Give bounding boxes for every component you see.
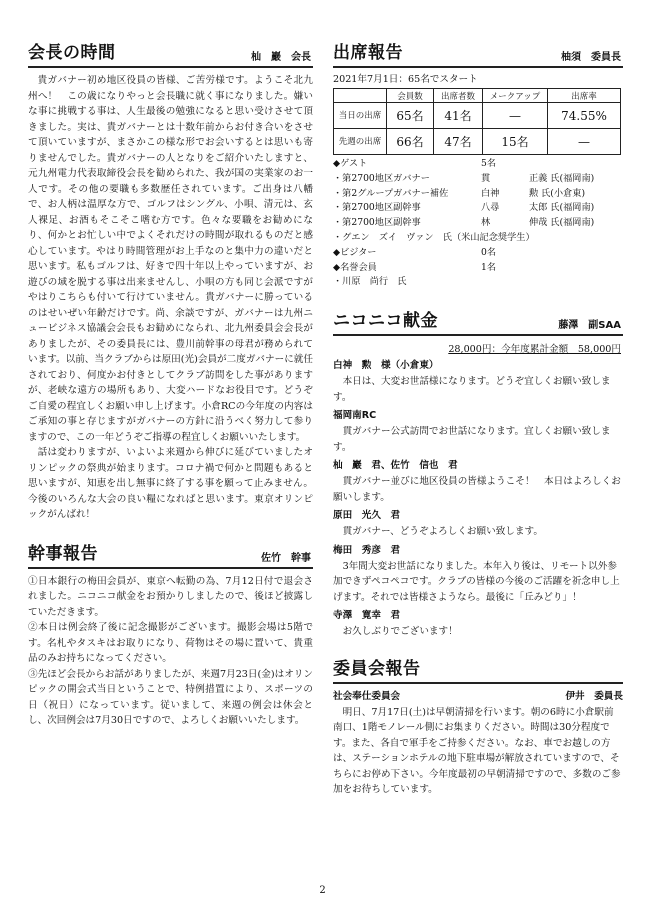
attendance-makeup: — [483,103,548,129]
attendance-rule [333,66,623,68]
attendance-line-c: 伸哉 氏(福岡南) [529,217,595,229]
nikoniko-total [333,341,621,355]
committee-text: 明日、7月17日(土)は早朝清掃を行います。朝の6時に小倉駅前南口、1階モノレール側にお集まりください。時間は30分程度です。また、各自で軍手をご持参ください。なお、車でお越しの方は、ステーションホテルの地下駐車場が解放されていますので、そちらにお停め下さい。今年度最初の早朝清掃ですので、多数のご参加をお待ちしています。 [333,706,621,796]
attendance-header-cell: 会員数 [387,89,434,103]
attendance-line-a: ・第2グループガバナー補佐 [333,187,449,199]
secretary-item-1: ①日本銀行の梅田会員が、東京へ転勤の為、7月12日付で退会されました。ニコニコ献金をお預かりしましたので、後ほど披露していただきます。 [28,575,313,618]
attendance-table [333,88,621,155]
nikoniko-name: 杣 巖 君、佐竹 信也 君 [333,460,458,472]
committee-subheader [333,689,623,704]
right-column [333,0,623,798]
president-title: 会長の時間 [28,43,116,63]
page-number: 2 [319,885,326,896]
attendance-header-cell [334,89,387,103]
president-paragraph-2: 話は変わりますが、いよいよ来週から伸びに延びていましたオリンピックの祭典が始まります。コロナ禍で何かと問題もあると思いますが、知恵を出し無事に終了する事を願って止みません。今後のいろんな大会の良い糧になればと思います。東京オリンピックがんばれ！ [28,447,313,520]
attendance-table-header [334,89,621,103]
secretary-item-3: ③先ほど会長からお話がありましたが、来週7月23日(金)はオリンピックの開会式当日ということで、特例措置により、スポーツの日（祝日）になっています。従いまして、来週の例会は休会とし、次回例会は7月30日ですので、よろしくお願いいたします。 [28,668,313,726]
attendance-line [333,246,623,261]
attendance-line-a: ・第2700地区ガバナー [333,172,430,184]
attendance-line-a: ◆ビジター [333,246,377,258]
attendance-line [333,231,623,246]
secretary-author: 佐竹 幹事 [261,552,311,564]
committee-title: 委員会報告 [333,658,421,679]
attendance-start: 2021年7月1日：65名でスタート [333,74,478,85]
nikoniko-message: 3年間大変お世話になりました。本年入り後は、リモート以外参加できずペコペコです。クラブの皆様の今後のご活躍を祈念申し上げます。それでは皆様さようなら。最後に「丘みどり」！ [333,560,620,603]
president-rule [28,66,313,68]
attendance-line-b: 貫 [481,172,491,184]
nikoniko-name: 寺澤 寛幸 君 [333,610,401,622]
attendance-line-b: 白神 [481,187,500,199]
nikoniko-total-today: 28,000円 [448,344,492,356]
attendance-row-label: 先週の出席 [334,129,387,155]
committee-header [333,654,623,679]
nikoniko-rule [333,334,623,336]
attendance-line-c: 勲 氏(小倉東) [529,187,586,199]
attendance-list [333,157,623,290]
attendance-header [333,38,623,63]
attendance-line-b: 八尋 [481,202,500,214]
left-column [28,0,313,729]
attendance-line-b: 林 [481,217,491,229]
president-header [28,38,313,63]
attendance-line-a: ◆ゲスト [333,158,368,169]
nikoniko-name: 原田 光久 君 [333,510,401,522]
attendance-header-cell: 出席率 [548,89,621,103]
nikoniko-header [333,306,623,331]
attendance-line [333,261,623,276]
attendance-line-b: 5名 [481,158,497,169]
attendance-row-label: 当日の出席 [334,103,387,129]
nikoniko-author: 藤澤 副SAA [558,320,621,332]
attendance-line-a: ・第2700地区副幹事 [333,217,421,229]
attendance-line-a: ・グエン ズイ ヴァン 氏（米山記念奨学生） [333,231,535,243]
attendance-line-b: 1名 [481,261,497,273]
attendance-line [333,216,623,231]
nikoniko-total-year: ：今年度累計金額 58,000円 [491,344,621,356]
president-paragraph-1: 貴ガバナー初め地区役員の皆様、ご苦労様です。ようこそ北九州へ！ この歳になりやっと会長職に就く事になりました。嫌いな事に挑戦する事は、人生最後の勉強になると思い受けさせて頂きました。実は、貴ガバナーとは十数年前からお付き合いをさせて頂いていますが、まさかこの様な形でお会いするとは思いも寄りませんでした。貴ガバナーの人となりをご紹介いたしますと、元九州電力代表取締役会長を勧められた、我が国の実業家のお一人です。その他の要職も多数歴任されています。ご出身は八幡で、お人柄は温厚な方で、ゴルフはシングル、小唄、清元は、玄人裸足、お酒もそこそこ嗜む方です。色々な要職をお勧めになり、何かとお忙しい中でよくそれだけの時間が取れるものだと感心しています。やはり時間管理がお上手なのと集中力の違いだと思います。私もゴルフは、好きで四十年以上やっていますが、お遊びの域を脱する事は出来ませんし、小唄の方も同じ会派ですがやはりこちらも付いて行けていません。貴ガバナーに勝っているのはせいぜい年齢だけです。尚、余談ですが、ガバナーは九州ニュービジネス協議会会長もお勧めになられ、北九州委員会会長がありましたが、その委員長には、豊川前幹事の母君が務められています。以前、当クラブからは原田(光)会員が二度ガバナーに就任されており、何度かお付きとしてクラブ訪問をした事がありますが、老峡な遠方の場所もあり、大変ハードなお役目です。どうぞご自愛の程宜しくお願い申し上げます。小倉RCの今年度の内容はご承知の事と存じますがガバナーの方針に沿うべく努力して参りますので、この一年どうぞご指導の程宜しくお願いいたします。 [28,75,313,443]
attendance-present: 47名 [434,129,483,155]
attendance-line [333,201,623,216]
nikoniko-name: 白神 勲 様（小倉東） [333,360,439,372]
attendance-line [333,275,623,290]
attendance-header-cell: メークアップ [483,89,548,103]
attendance-header-cell: 出席者数 [434,89,483,103]
attendance-line [333,157,623,172]
committee-subtitle: 社会奉仕委員会 [333,690,401,702]
committee-rule [333,682,623,684]
attendance-present: 41名 [434,103,483,129]
secretary-header [28,539,313,564]
attendance-line-c: 正義 氏(福岡南) [529,172,595,184]
president-author: 杣 巖 会長 [251,52,311,63]
nikoniko-message: 貫ガバナー並びに地区役員の皆様ようこそ！ 本日はよろしくお願いします。 [333,476,621,503]
nikoniko-title: ニコニコ献金 [333,311,438,332]
secretary-title: 幹事報告 [28,543,98,564]
attendance-line [333,187,623,202]
attendance-row [334,129,621,155]
attendance-members: 65名 [387,103,434,129]
attendance-line-b: 0名 [481,246,497,258]
attendance-line-a: ・川原 尚行 氏 [333,276,407,288]
attendance-line-a: ・第2700地区副幹事 [333,202,421,214]
attendance-author: 柚須 委員長 [561,52,621,63]
attendance-rate: — [548,129,621,155]
nikoniko-message: 貫ガバナー公式訪問でお世話になります。宜しくお願い致します。 [333,426,611,453]
attendance-line-a: ◆名誉会員 [333,261,377,273]
nikoniko-name: 梅田 秀彦 君 [333,544,401,556]
nikoniko-name: 福岡南RC [333,410,377,422]
nikoniko-message: 貫ガバナー、どうぞよろしくお願い致します。 [342,526,543,538]
secretary-item-2: ②本日は例会終了後に記念撮影がございます。撮影会場は5階です。名札やタスキはお取りになり、荷物はその場に置いて、貴重品のみお持ちになってください。 [28,622,313,664]
attendance-members: 66名 [387,129,434,155]
attendance-title: 出席報告 [333,43,403,63]
nikoniko-message: お久しぶりでございます！ [342,626,458,638]
attendance-rate: 74.55% [548,103,621,129]
committee-author: 伊井 委員長 [565,690,623,702]
secretary-rule [28,567,313,569]
attendance-line [333,172,623,187]
nikoniko-message: 本日は、大変お世話様になります。どうぞ宜しくお願い致します。 [333,376,611,403]
attendance-row [334,103,621,129]
attendance-makeup: 15名 [483,129,548,155]
attendance-line-c: 太郎 氏(福岡南) [529,202,595,214]
